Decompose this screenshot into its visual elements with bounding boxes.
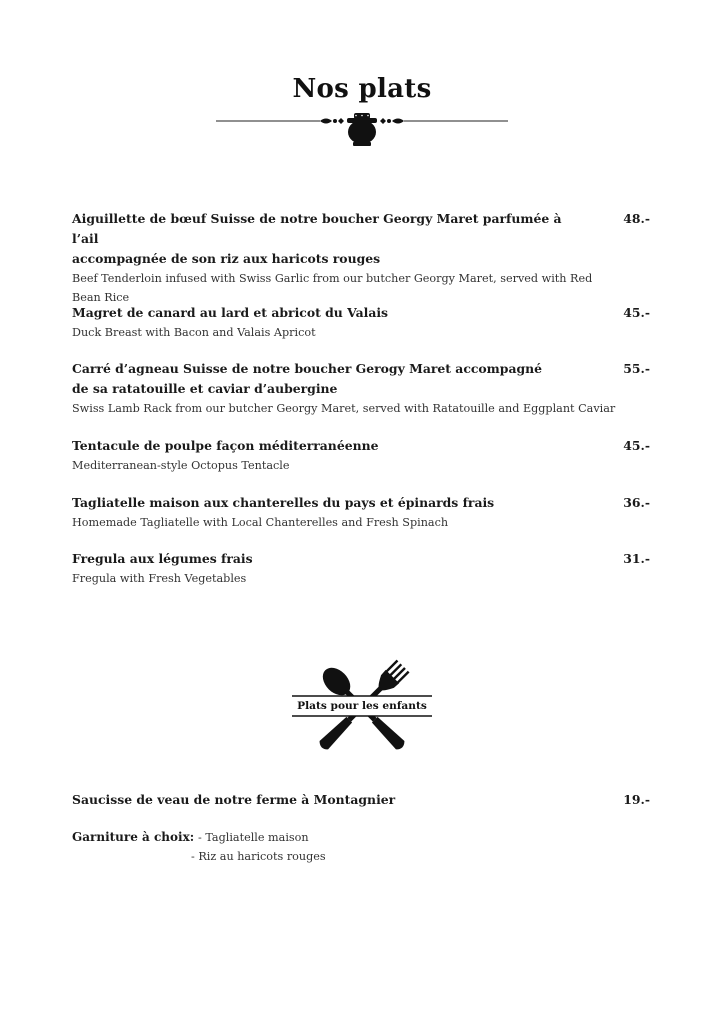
dish-price: 31.-: [623, 551, 650, 566]
dish-name-en: Swiss Lamb Rack from our butcher Georgy Maret, served with Ratatouille and Eggplant Caviar: [72, 402, 616, 415]
kids-dish-item: [72, 790, 652, 810]
dish-name-fr: Magret de canard au lard et abricot du Valais: [72, 305, 389, 320]
dish-name-fr: Tentacule de poulpe façon méditerranéenne: [72, 438, 379, 453]
dish-name-fr: Fregula aux légumes frais: [72, 551, 253, 566]
kids-section-badge: [288, 655, 436, 760]
dish-price: 45.-: [623, 438, 650, 453]
page-title: Nos plats: [292, 74, 432, 104]
dish-name-fr: Carré d’agneau Suisse de notre boucher Gerogy Maret accompagné de sa ratatouille et caviar d’aubergine: [72, 361, 543, 396]
dish-name-en: Homemade Tagliatelle with Local Chanterelles and Fresh Spinach: [72, 516, 449, 529]
dish-name-fr: Saucisse de veau de notre ferme à Montagnier: [72, 792, 396, 807]
dish-name-fr: Aiguillette de bœuf Suisse de notre boucher Georgy Maret parfumée à l’ail accompagnée de son riz aux haricots rouges: [72, 211, 562, 266]
dish-price: 36.-: [623, 495, 650, 510]
dish-item: [72, 549, 652, 588]
dish-price: 55.-: [623, 361, 650, 376]
dish-name-en: Mediterranean-style Octopus Tentacle: [72, 459, 290, 472]
side-option: - Riz au haricots rouges: [191, 850, 326, 863]
dish-name-fr: Tagliatelle maison aux chanterelles du pays et épinards frais: [72, 495, 495, 510]
side-options-label: Garniture à choix:: [72, 830, 195, 844]
dish-name-en: Fregula with Fresh Vegetables: [72, 572, 247, 585]
dish-price: 48.-: [623, 211, 650, 226]
side-options: [72, 828, 326, 866]
dish-item: [72, 303, 652, 342]
kids-section-title: Plats pour les enfants: [297, 700, 427, 712]
pot-icon: [347, 113, 377, 146]
dish-item: [72, 359, 652, 418]
side-option: - Tagliatelle maison: [198, 831, 309, 844]
dish-price: 19.-: [623, 792, 650, 807]
dish-name-en: Beef Tenderloin infused with Swiss Garlic from our butcher Georgy Maret, served with Red Bean Rice: [72, 272, 593, 304]
dish-price: 45.-: [623, 305, 650, 320]
dish-item: [72, 436, 652, 475]
dish-item: [72, 209, 652, 307]
dish-name-en: Duck Breast with Bacon and Valais Apricot: [72, 326, 316, 339]
ornament-divider: [216, 110, 508, 154]
dish-item: [72, 493, 652, 532]
